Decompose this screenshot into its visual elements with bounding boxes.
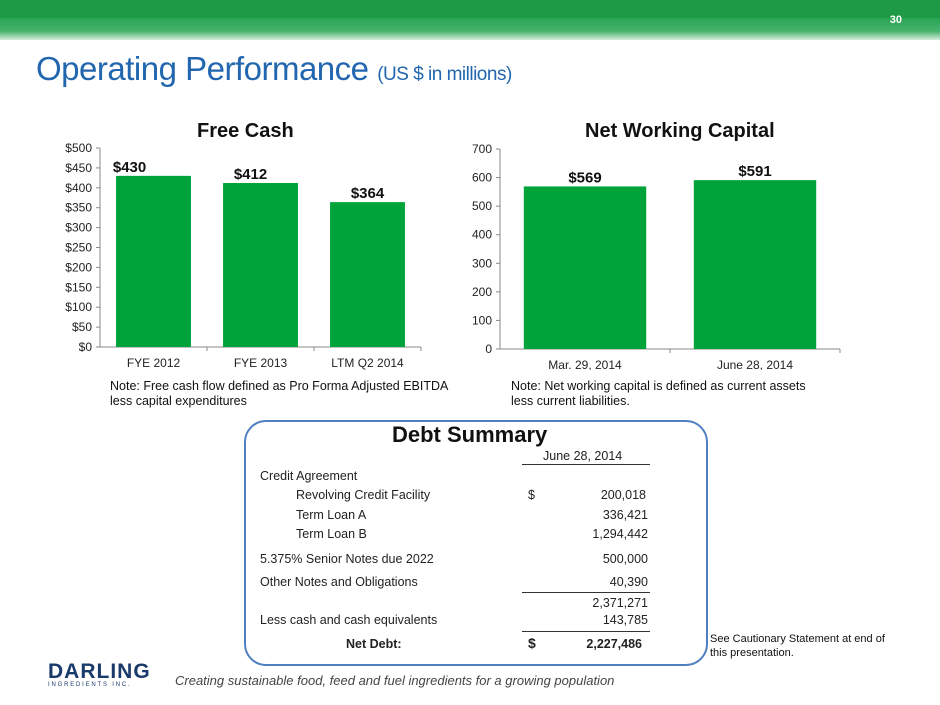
y-tick-label: $50 [71, 320, 92, 335]
y-tick-label: 400 [471, 227, 492, 242]
nwc-chart [460, 140, 860, 370]
revolver-value: 200,018 [600, 488, 646, 502]
other-notes-value: 40,390 [609, 575, 648, 589]
bar [223, 183, 298, 347]
y-tick-label: $500 [65, 141, 92, 155]
y-tick-label: $300 [65, 220, 92, 235]
page-title-units: (US $ in millions) [377, 64, 512, 85]
free-cash-chart-title: Free Cash [197, 120, 294, 142]
senior-notes-value: 500,000 [602, 552, 648, 566]
data-label: $430 [112, 158, 147, 176]
page-title [36, 50, 512, 88]
x-tick-label: FYE 2013 [233, 356, 288, 370]
y-tick-label: 300 [471, 256, 492, 271]
x-tick-label: FYE 2012 [126, 356, 181, 370]
credit-agreement-label: Credit Agreement [260, 469, 358, 483]
darling-logo [48, 660, 151, 688]
header-rule [522, 464, 650, 465]
net-debt-rule [522, 631, 650, 632]
data-label: $569 [568, 169, 602, 187]
y-tick-label: 700 [471, 142, 492, 156]
y-tick-label: 200 [471, 284, 492, 299]
y-tick-label: $150 [65, 280, 92, 295]
debt-summary-title: Debt Summary [388, 422, 551, 448]
bar [330, 202, 405, 347]
subtotal-value: 2,371,271 [592, 596, 648, 610]
y-tick-label: $200 [65, 260, 92, 275]
data-label: $591 [738, 163, 772, 181]
bar [694, 180, 816, 349]
less-cash-value: 143,785 [602, 613, 648, 627]
bar [116, 176, 191, 347]
other-notes-label: Other Notes and Obligations [260, 575, 418, 589]
x-tick-label: Mar. 29, 2014 [548, 358, 622, 370]
y-tick-label: $450 [65, 160, 92, 175]
term-loan-a-value: 336,421 [602, 508, 648, 522]
revolver-label: Revolving Credit Facility [296, 488, 431, 502]
cautionary-statement: See Cautionary Statement at end of this presentation. [710, 633, 885, 659]
revolver-currency: $ [528, 488, 535, 502]
term-loan-b-value: 1,294,442 [592, 527, 648, 541]
debt-summary-box [244, 420, 708, 666]
nwc-chart-title: Net Working Capital [585, 120, 775, 142]
bar [524, 186, 646, 349]
y-tick-label: $100 [65, 300, 92, 315]
page-number: 30 [889, 14, 902, 26]
data-label: $364 [350, 185, 385, 203]
y-tick-label: 100 [471, 313, 492, 328]
net-debt-currency: $ [528, 635, 536, 651]
nwc-note: Note: Net working capital is defined as current assets less current liabilities. [511, 379, 806, 408]
y-tick-label: $250 [65, 240, 92, 255]
free-cash-note: Note: Free cash flow defined as Pro Forma Adjusted EBITDA less capital expenditures [110, 379, 448, 408]
debt-column-header: June 28, 2014 [543, 449, 623, 463]
y-tick-label: 600 [471, 170, 492, 185]
tagline: Creating sustainable food, feed and fuel ingredients for a growing population [175, 673, 615, 688]
y-tick-label: 500 [471, 199, 492, 214]
net-debt-label: Net Debt: [346, 637, 402, 651]
senior-notes-label: 5.375% Senior Notes due 2022 [260, 552, 434, 566]
free-cash-chart [48, 140, 428, 370]
logo-subtitle: INGREDIENTS INC. [48, 682, 132, 688]
x-tick-label: LTM Q2 2014 [331, 356, 404, 370]
y-tick-label: 0 [485, 342, 492, 356]
page-title-main: Operating Performance [36, 50, 369, 87]
net-debt-value: 2,227,486 [586, 637, 642, 651]
header-bar [0, 0, 940, 18]
header-gradient [0, 18, 940, 40]
logo-name: DARLING [48, 660, 151, 683]
term-loan-a-label: Term Loan A [296, 508, 367, 522]
y-tick-label: $350 [65, 200, 92, 215]
x-tick-label: June 28, 2014 [716, 358, 794, 370]
less-cash-label: Less cash and cash equivalents [260, 613, 438, 627]
y-tick-label: $0 [78, 340, 92, 354]
subtotal-rule [522, 592, 650, 593]
term-loan-b-label: Term Loan B [296, 527, 367, 541]
y-tick-label: $400 [65, 180, 92, 195]
data-label: $412 [233, 166, 268, 184]
